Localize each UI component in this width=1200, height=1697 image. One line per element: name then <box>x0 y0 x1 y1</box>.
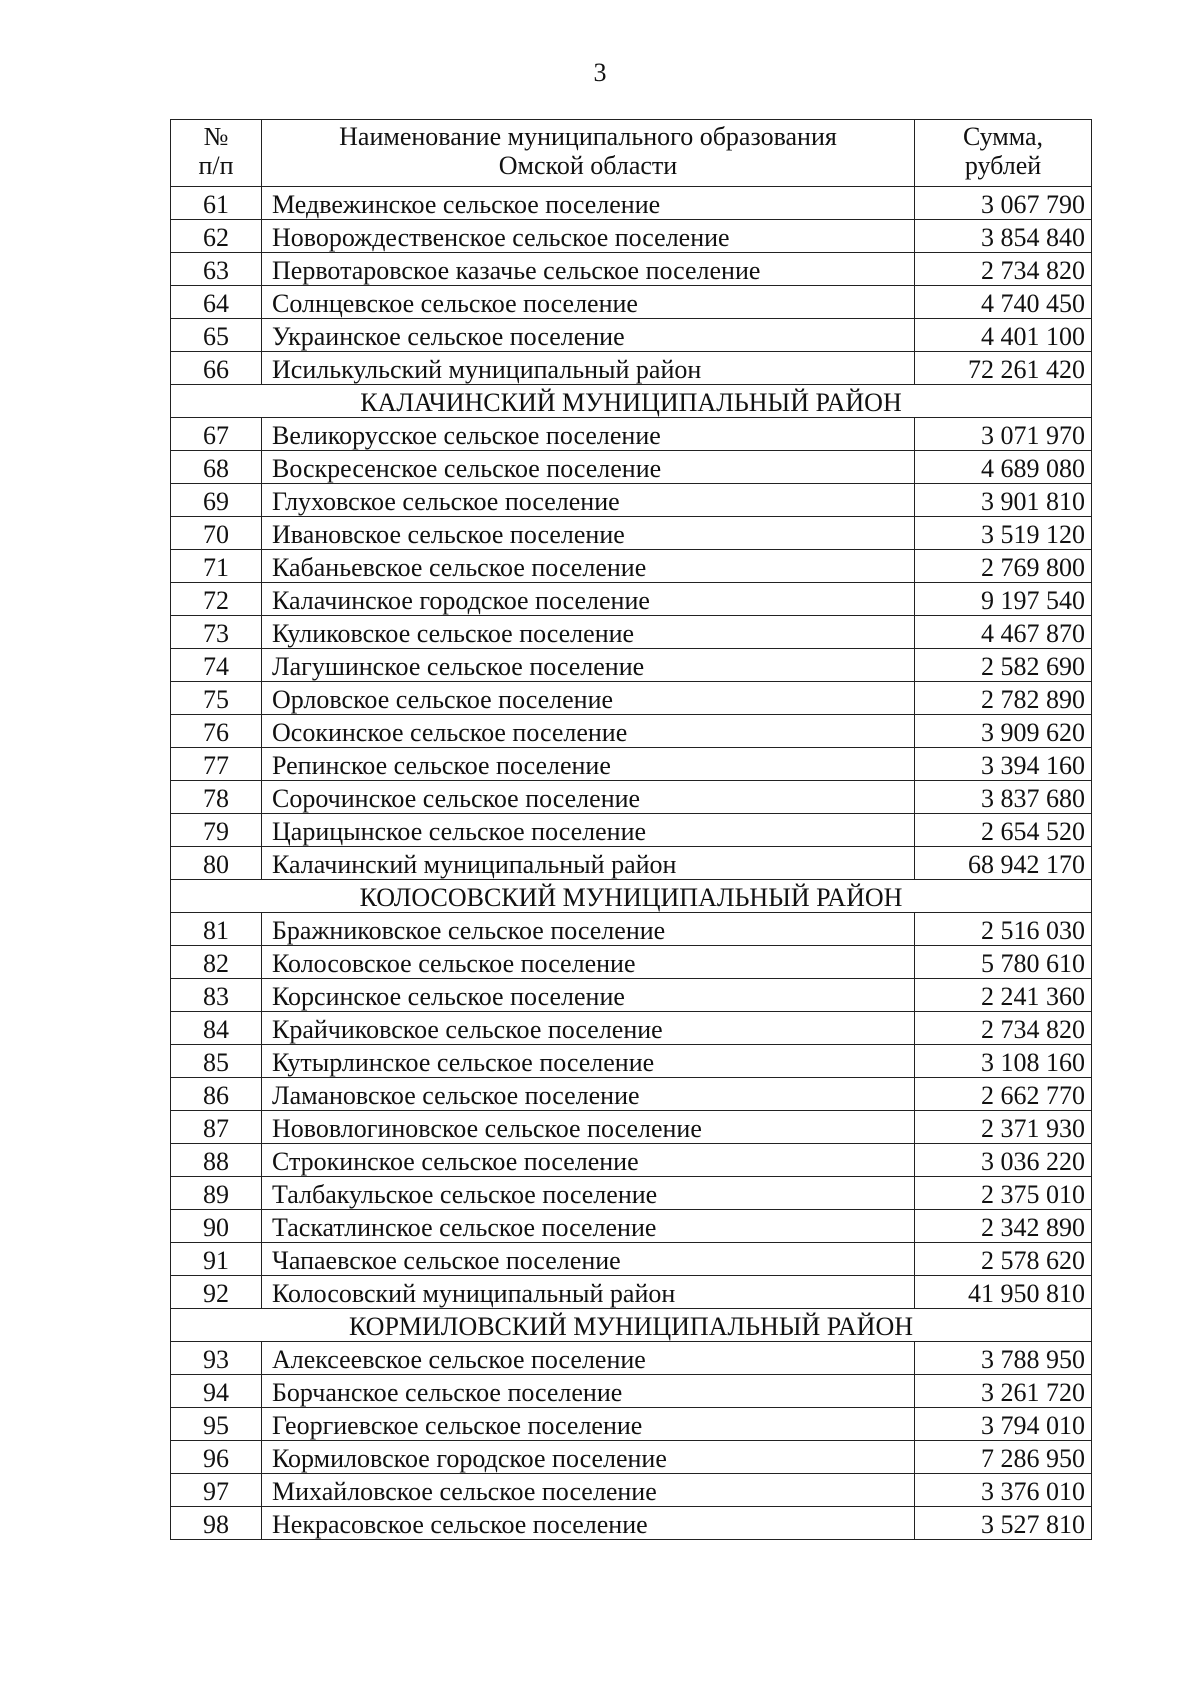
row-sum: 9 197 540 <box>915 583 1092 616</box>
row-name: Нововлогиновское сельское поселение <box>262 1111 915 1144</box>
row-sum: 2 371 930 <box>915 1111 1092 1144</box>
row-number: 74 <box>171 649 262 682</box>
header-number-line2: п/п <box>198 151 234 180</box>
table-row <box>171 715 1092 748</box>
row-number: 94 <box>171 1375 262 1408</box>
row-sum: 2 516 030 <box>915 913 1092 946</box>
row-name: Украинское сельское поселение <box>262 319 915 352</box>
row-number: 92 <box>171 1276 262 1309</box>
row-sum: 4 689 080 <box>915 451 1092 484</box>
row-name: Некрасовское сельское поселение <box>262 1507 915 1540</box>
table-row <box>171 319 1092 352</box>
table-row <box>171 979 1092 1012</box>
row-name: Корсинское сельское поселение <box>262 979 915 1012</box>
table-row <box>171 1012 1092 1045</box>
table-row <box>171 781 1092 814</box>
row-number: 70 <box>171 517 262 550</box>
table-row <box>171 1507 1092 1540</box>
row-name: Царицынское сельское поселение <box>262 814 915 847</box>
row-name: Новорождественское сельское поселение <box>262 220 915 253</box>
row-number: 85 <box>171 1045 262 1078</box>
row-sum: 3 519 120 <box>915 517 1092 550</box>
table-row <box>171 187 1092 220</box>
row-number: 98 <box>171 1507 262 1540</box>
header-sum-line2: рублей <box>964 151 1042 180</box>
row-sum: 2 578 620 <box>915 1243 1092 1276</box>
row-number: 75 <box>171 682 262 715</box>
row-number: 89 <box>171 1177 262 1210</box>
row-number: 79 <box>171 814 262 847</box>
row-sum: 3 067 790 <box>915 187 1092 220</box>
row-number: 83 <box>171 979 262 1012</box>
table-row <box>171 253 1092 286</box>
header-number <box>171 120 262 187</box>
row-number: 68 <box>171 451 262 484</box>
table-row <box>171 649 1092 682</box>
row-sum: 5 780 610 <box>915 946 1092 979</box>
row-sum: 4 467 870 <box>915 616 1092 649</box>
table-header-row <box>171 120 1092 187</box>
allocation-table <box>170 119 1092 1540</box>
row-name: Великорусское сельское поселение <box>262 418 915 451</box>
row-name: Колосовский муниципальный район <box>262 1276 915 1309</box>
row-sum: 2 734 820 <box>915 1012 1092 1045</box>
table-row <box>171 517 1092 550</box>
table-row <box>171 550 1092 583</box>
row-name: Калачинский муниципальный район <box>262 847 915 880</box>
row-sum: 3 909 620 <box>915 715 1092 748</box>
row-number: 82 <box>171 946 262 979</box>
header-name <box>262 120 915 187</box>
table-row <box>171 1276 1092 1309</box>
section-title: КОЛОСОВСКИЙ МУНИЦИПАЛЬНЫЙ РАЙОН <box>171 880 1092 913</box>
table-row <box>171 748 1092 781</box>
row-number: 77 <box>171 748 262 781</box>
table-row <box>171 418 1092 451</box>
row-sum: 2 769 800 <box>915 550 1092 583</box>
row-sum: 3 376 010 <box>915 1474 1092 1507</box>
row-name: Колосовское сельское поселение <box>262 946 915 979</box>
row-number: 97 <box>171 1474 262 1507</box>
row-sum: 2 342 890 <box>915 1210 1092 1243</box>
table-row <box>171 286 1092 319</box>
row-number: 72 <box>171 583 262 616</box>
row-name: Кабаньевское сельское поселение <box>262 550 915 583</box>
table-row <box>171 451 1092 484</box>
row-sum: 3 036 220 <box>915 1144 1092 1177</box>
row-sum: 2 662 770 <box>915 1078 1092 1111</box>
row-name: Крайчиковское сельское поселение <box>262 1012 915 1045</box>
row-name: Ламановское сельское поселение <box>262 1078 915 1111</box>
section-row <box>171 1309 1092 1342</box>
section-row <box>171 385 1092 418</box>
row-sum: 2 375 010 <box>915 1177 1092 1210</box>
row-name: Сорочинское сельское поселение <box>262 781 915 814</box>
row-number: 76 <box>171 715 262 748</box>
header-sum <box>915 120 1092 187</box>
row-sum: 72 261 420 <box>915 352 1092 385</box>
row-sum: 4 740 450 <box>915 286 1092 319</box>
row-number: 78 <box>171 781 262 814</box>
table-body <box>171 120 1092 1540</box>
row-sum: 68 942 170 <box>915 847 1092 880</box>
table-row <box>171 1474 1092 1507</box>
table-row <box>171 1342 1092 1375</box>
table-row <box>171 1210 1092 1243</box>
table-row <box>171 1111 1092 1144</box>
table-row <box>171 1243 1092 1276</box>
row-number: 73 <box>171 616 262 649</box>
row-sum: 41 950 810 <box>915 1276 1092 1309</box>
row-number: 67 <box>171 418 262 451</box>
row-sum: 7 286 950 <box>915 1441 1092 1474</box>
row-name: Таскатлинское сельское поселение <box>262 1210 915 1243</box>
row-number: 61 <box>171 187 262 220</box>
row-number: 95 <box>171 1408 262 1441</box>
row-number: 96 <box>171 1441 262 1474</box>
row-sum: 4 401 100 <box>915 319 1092 352</box>
table-row <box>171 1177 1092 1210</box>
header-number-line1: № <box>203 122 229 151</box>
row-sum: 3 527 810 <box>915 1507 1092 1540</box>
table-row <box>171 1441 1092 1474</box>
row-sum: 3 071 970 <box>915 418 1092 451</box>
row-name: Первотаровское казачье сельское поселение <box>262 253 915 286</box>
row-number: 86 <box>171 1078 262 1111</box>
section-row <box>171 880 1092 913</box>
row-sum: 3 108 160 <box>915 1045 1092 1078</box>
table-row <box>171 847 1092 880</box>
row-number: 90 <box>171 1210 262 1243</box>
row-name: Строкинское сельское поселение <box>262 1144 915 1177</box>
row-name: Чапаевское сельское поселение <box>262 1243 915 1276</box>
row-number: 65 <box>171 319 262 352</box>
section-title: КАЛАЧИНСКИЙ МУНИЦИПАЛЬНЫЙ РАЙОН <box>171 385 1092 418</box>
header-sum-line1: Сумма, <box>962 122 1044 151</box>
row-sum: 3 261 720 <box>915 1375 1092 1408</box>
row-sum: 2 241 360 <box>915 979 1092 1012</box>
row-name: Борчанское сельское поселение <box>262 1375 915 1408</box>
row-name: Георгиевское сельское поселение <box>262 1408 915 1441</box>
table-row <box>171 1375 1092 1408</box>
table-row <box>171 484 1092 517</box>
row-name: Михайловское сельское поселение <box>262 1474 915 1507</box>
row-number: 80 <box>171 847 262 880</box>
row-name: Репинское сельское поселение <box>262 748 915 781</box>
row-sum: 2 654 520 <box>915 814 1092 847</box>
table-row <box>171 616 1092 649</box>
row-name: Калачинское городское поселение <box>262 583 915 616</box>
row-sum: 2 582 690 <box>915 649 1092 682</box>
row-number: 69 <box>171 484 262 517</box>
row-sum: 2 734 820 <box>915 253 1092 286</box>
row-sum: 3 394 160 <box>915 748 1092 781</box>
row-name: Кормиловское городское поселение <box>262 1441 915 1474</box>
table-row <box>171 946 1092 979</box>
table-row <box>171 220 1092 253</box>
row-sum: 3 901 810 <box>915 484 1092 517</box>
row-number: 87 <box>171 1111 262 1144</box>
row-number: 64 <box>171 286 262 319</box>
row-sum: 3 794 010 <box>915 1408 1092 1441</box>
header-name-line1: Наименование муниципального образования <box>339 122 837 151</box>
row-name: Лагушинское сельское поселение <box>262 649 915 682</box>
row-name: Осокинское сельское поселение <box>262 715 915 748</box>
row-name: Воскресенское сельское поселение <box>262 451 915 484</box>
table-row <box>171 1408 1092 1441</box>
row-name: Алексеевское сельское поселение <box>262 1342 915 1375</box>
row-number: 93 <box>171 1342 262 1375</box>
page-number: 3 <box>593 58 607 87</box>
row-name: Орловское сельское поселение <box>262 682 915 715</box>
row-name: Исилькульский муниципальный район <box>262 352 915 385</box>
row-number: 66 <box>171 352 262 385</box>
row-name: Куликовское сельское поселение <box>262 616 915 649</box>
row-number: 91 <box>171 1243 262 1276</box>
row-name: Медвежинское сельское поселение <box>262 187 915 220</box>
row-name: Кутырлинское сельское поселение <box>262 1045 915 1078</box>
row-number: 63 <box>171 253 262 286</box>
table-row <box>171 1045 1092 1078</box>
row-sum: 3 854 840 <box>915 220 1092 253</box>
row-number: 81 <box>171 913 262 946</box>
table-row <box>171 682 1092 715</box>
row-name: Талбакульское сельское поселение <box>262 1177 915 1210</box>
row-number: 62 <box>171 220 262 253</box>
section-title: КОРМИЛОВСКИЙ МУНИЦИПАЛЬНЫЙ РАЙОН <box>171 1309 1092 1342</box>
row-name: Глуховское сельское поселение <box>262 484 915 517</box>
row-sum: 2 782 890 <box>915 682 1092 715</box>
row-number: 71 <box>171 550 262 583</box>
header-name-line2: Омской области <box>498 151 678 180</box>
table-row <box>171 352 1092 385</box>
table-row <box>171 1144 1092 1177</box>
table-row <box>171 583 1092 616</box>
row-name: Солнцевское сельское поселение <box>262 286 915 319</box>
row-number: 88 <box>171 1144 262 1177</box>
table-row <box>171 1078 1092 1111</box>
row-sum: 3 837 680 <box>915 781 1092 814</box>
table-row <box>171 913 1092 946</box>
row-number: 84 <box>171 1012 262 1045</box>
row-name: Ивановское сельское поселение <box>262 517 915 550</box>
row-name: Бражниковское сельское поселение <box>262 913 915 946</box>
row-sum: 3 788 950 <box>915 1342 1092 1375</box>
table-row <box>171 814 1092 847</box>
